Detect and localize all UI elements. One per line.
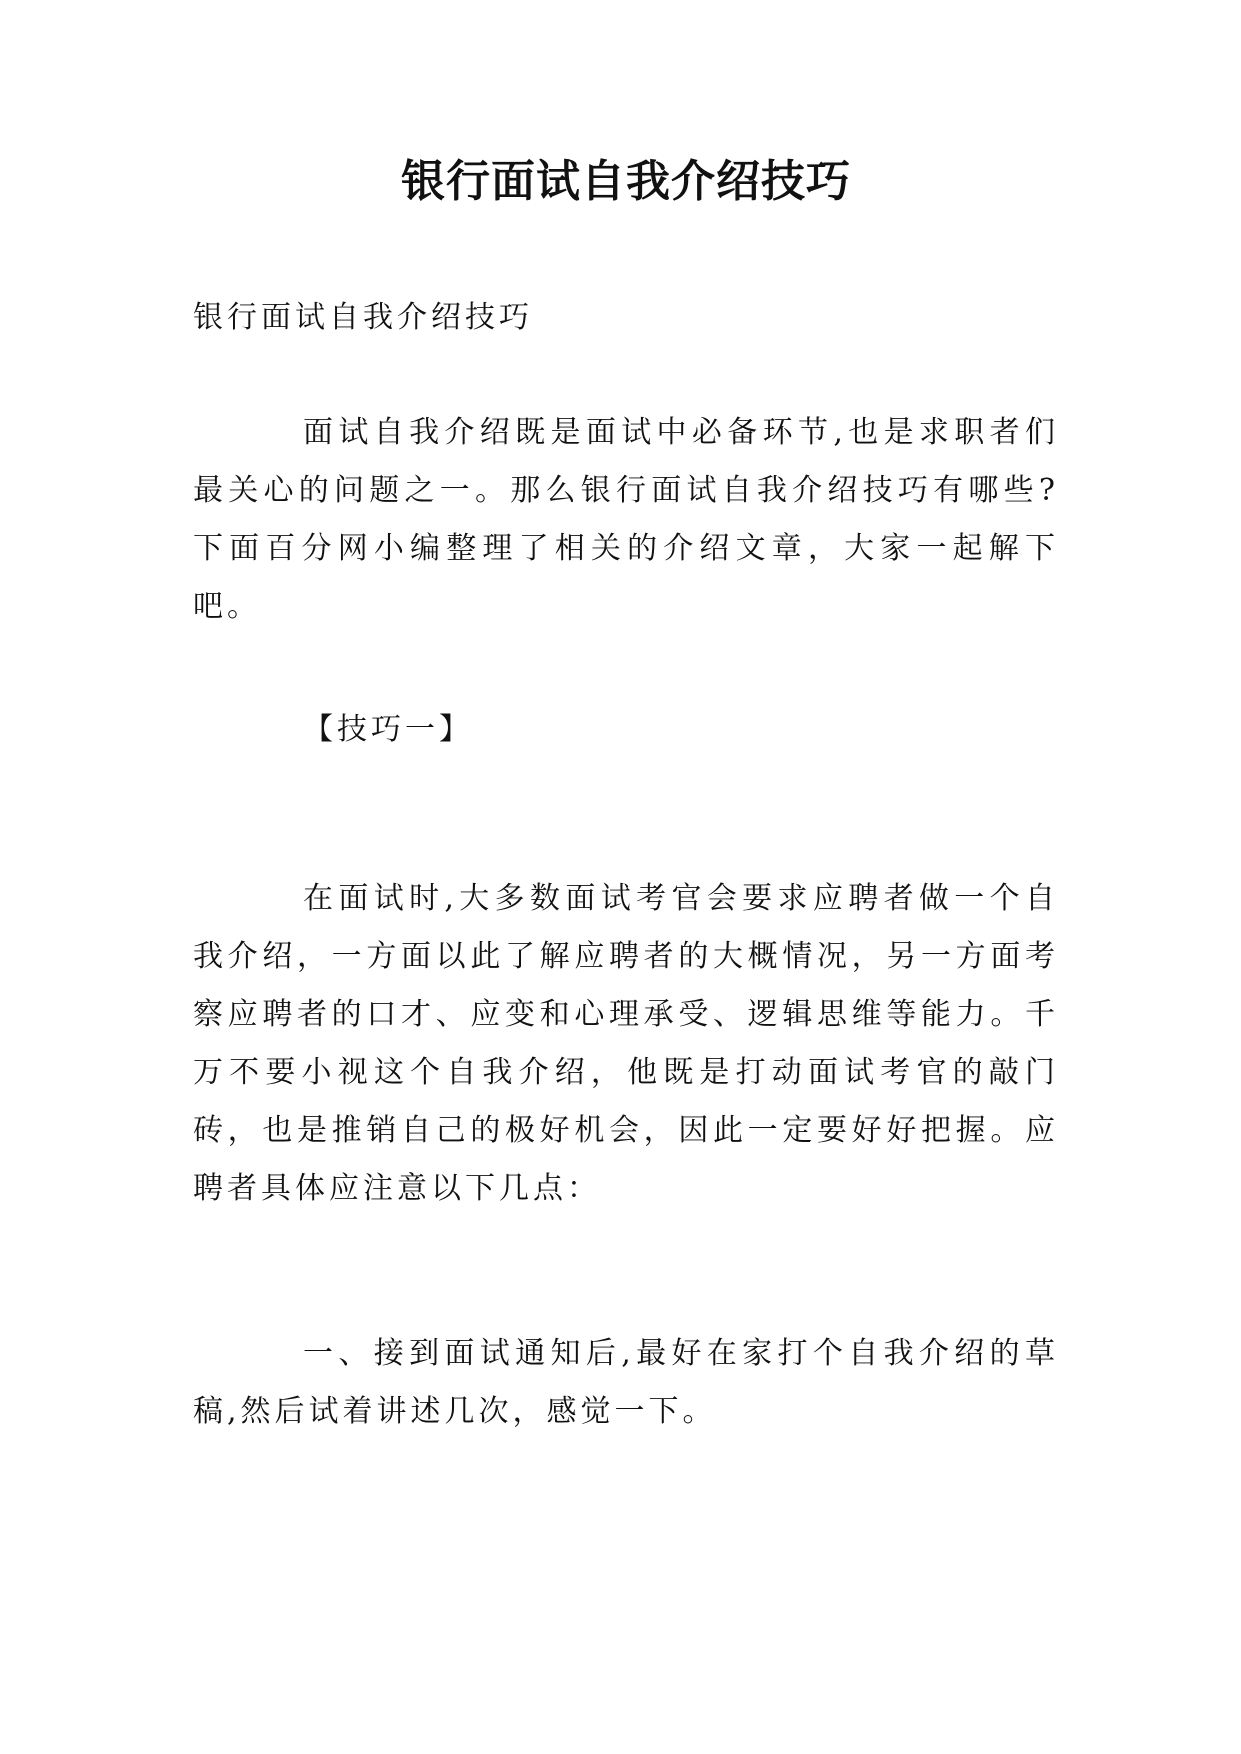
point-one-paragraph: 一、接到面试通知后,最好在家打个自我介绍的草稿,然后试着讲述几次，感觉一下。 [193, 1336, 1059, 1429]
page-title: 银行面试自我介绍技巧 [401, 156, 851, 207]
section-body-paragraph: 在面试时,大多数面试考官会要求应聘者做一个自我介绍，一方面以此了解应聘者的大概情况，另一方面考察应聘者的口才、应变和心理承受、逻辑思维等能力。千万不要小视这个自我介绍，他既是打动面试考官的敲门砖，也是推销自己的极好机会，因此一定要好好把握。应聘者具体应注意以下几点： [193, 881, 1059, 1206]
subtitle-line: 银行面试自我介绍技巧 [193, 300, 533, 335]
intro-paragraph: 面试自我介绍既是面试中必备环节,也是求职者们最关心的问题之一。那么银行面试自我介绍技巧有哪些?下面百分网小编整理了相关的介绍文章，大家一起解下吧。 [193, 415, 1059, 624]
section-heading-tip-1: 【技巧一】 [303, 712, 473, 747]
